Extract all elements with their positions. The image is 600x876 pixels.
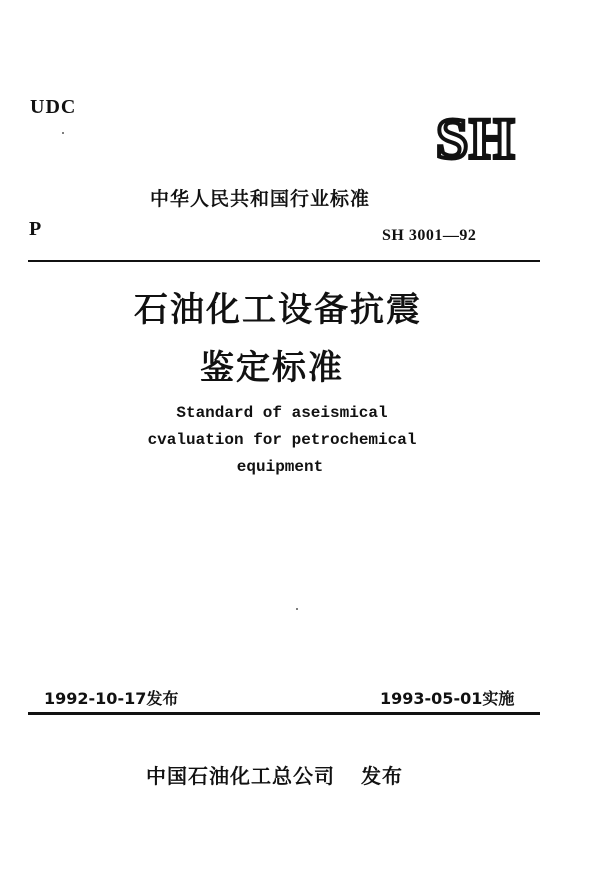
english-title-line-2: cvaluation for petrochemical <box>147 431 417 449</box>
bottom-divider <box>28 712 540 715</box>
national-standard-title: 中华人民共和国行业标准 <box>150 188 371 210</box>
english-title-line-1: Standard of aseismical <box>176 404 388 422</box>
chinese-title-line-1: 石油化工设备抗震 <box>134 290 422 330</box>
publish-action: 发布 <box>361 764 403 788</box>
sh-logo: SH <box>436 106 516 171</box>
issue-date: 1992-10-17发布 <box>44 689 179 708</box>
publisher-line <box>146 760 403 789</box>
udc-label: UDC <box>30 96 77 118</box>
publisher-name: 中国石油化工总公司 <box>146 764 335 788</box>
english-title-line-3: equipment <box>236 458 324 476</box>
scan-speck <box>62 132 64 134</box>
top-divider <box>28 260 540 262</box>
standard-number: SH 3001—92 <box>382 227 477 244</box>
chinese-title-line-2: 鉴定标准 <box>200 348 344 388</box>
scan-speck <box>296 608 298 610</box>
effective-date: 1993-05-01实施 <box>380 689 515 708</box>
category-mark: P <box>29 218 42 240</box>
